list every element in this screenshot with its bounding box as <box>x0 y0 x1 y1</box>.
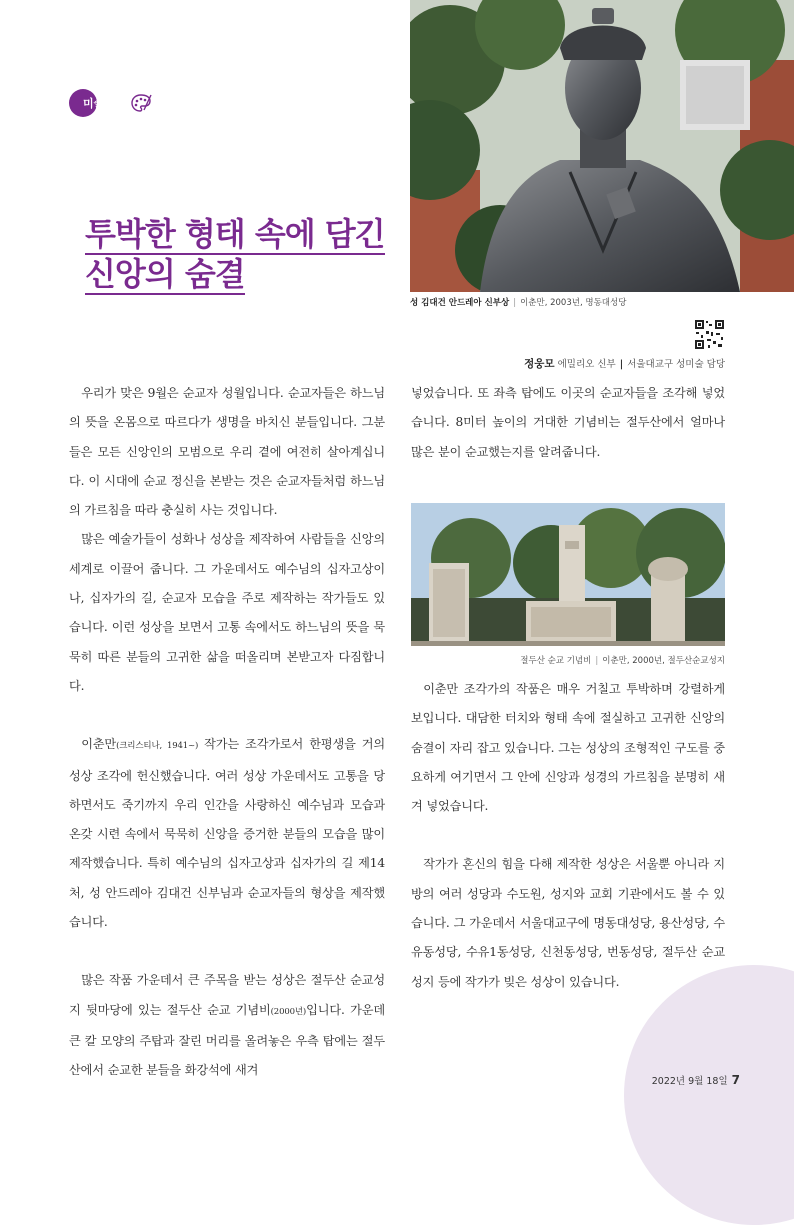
left-paragraph-3: 이춘만(크리스티나, 1941~) 작가는 조각가로서 한평생을 거의 성상 조각에 헌신했습니다. 여러 성상 가운데서도 고통을 당하면서도 죽기까지 우리 인간을 사랑하신 예수님과 모습과 온갖 시련 속에서 묵묵히 신앙을 증거한 분들의 모습을 많이 제작했습니다. 특히 예수님의 십자고상과 십자가의 길 제14처, 성 안드레아 김대건 신부님과 순교자들의 형상을 제작했습니다. <box>69 737 385 930</box>
monument-caption-credit: 이춘만, 2000년, 절두산순교성지 <box>602 656 725 666</box>
author-office: 서울대교구 성미술 담당 <box>627 359 725 370</box>
monument-photo <box>411 503 725 646</box>
right-column-bottom <box>411 675 725 997</box>
right-paragraph-3: 작가가 혼신의 힘을 다해 제작한 성상은 서울뿐 아니라 지방의 여러 성당과 수도원, 성지와 교회 기관에서도 볼 수 있습니다. 그 가운데서 서울대교구에 명동대성당, 용산성당, 수유동성당, 수유1동성당, 신천동성당, 번동성당, 절두산 순교성지 등에 작가가 빚은 성상이 있습니다. <box>411 857 725 989</box>
statue-photo <box>410 0 794 292</box>
author-byline: 정웅모 에밀리오 신부 | 서울대교구 성미술 담당 <box>524 358 725 370</box>
column-label: 미술칼럼 <box>83 97 126 110</box>
palette-icon <box>130 92 152 114</box>
right-paragraph-1: 넣었습니다. 또 좌측 탑에도 이곳의 순교자들을 조각해 넣었습니다. 8미터 높이의 거대한 기념비는 절두산에서 얼마나 많은 분이 순교했는지를 알려줍니다. <box>411 386 725 459</box>
page-number: 7 <box>731 1073 740 1087</box>
column-badge <box>69 89 152 117</box>
left-paragraph-4: 많은 작품 가운데서 큰 주목을 받는 성상은 절두산 순교성지 뒷마당에 있는 절두산 순교 기념비(2000년)입니다. 가운데 큰 칼 모양의 주탑과 잘린 머리를 올려놓은 우측 탑에는 절두산에서 순교한 분들을 화강석에 새겨 <box>69 973 385 1078</box>
issue-date: 2022년 9월 18일 <box>651 1076 728 1087</box>
monument-caption-title: 절두산 순교 기념비 <box>520 656 592 666</box>
statue-caption: 성 김대건 안드레아 신부상 | 이춘만, 2003년, 명동대성당 <box>410 298 627 308</box>
monument-caption: 절두산 순교 기념비 | 이춘만, 2000년, 절두산순교성지 <box>520 656 725 666</box>
page-footer <box>652 1073 740 1087</box>
qr-code-icon <box>694 319 725 350</box>
left-column <box>69 379 385 1086</box>
author-name: 정웅모 <box>524 358 555 370</box>
left-paragraph-2: 많은 예술가들이 성화나 성상을 제작하여 사람들을 신앙의 세계로 이끌어 줍니다. 그 가운데서도 예수님의 십자고상이나, 십자가의 길, 순교자 모습을 주로 제작하는 작가들도 있습니다. 이런 성상을 보면서 고통 속에서도 하느님의 뜻을 묵묵히 따른 분들의 고귀한 삶을 떠올리며 본받고자 다짐합니다. <box>69 532 385 693</box>
statue-caption-credit: 이춘만, 2003년, 명동대성당 <box>520 298 627 308</box>
title-line-2: 신앙의 숨결 <box>85 255 245 293</box>
author-role: 에밀리오 신부 <box>557 359 616 370</box>
article-title <box>85 214 385 294</box>
left-paragraph-1: 우리가 맞은 9월은 순교자 성월입니다. 순교자들은 하느님의 뜻을 온몸으로 따르다가 생명을 바치신 분들입니다. 그분들은 모든 신앙인의 모범으로 우리 곁에 여전히 살아계십니다. 이 시대에 순교 정신을 본받는 것은 순교자들처럼 하느님의 가르침을 따라 충실히 사는 것입니다. <box>69 386 385 518</box>
title-line-1: 투박한 형태 속에 담긴 <box>85 215 385 253</box>
statue-caption-title: 성 김대건 안드레아 신부상 <box>410 298 510 308</box>
right-column-top <box>411 379 725 467</box>
decorative-circle <box>624 965 794 1225</box>
right-paragraph-2: 이춘만 조각가의 작품은 매우 거칠고 투박하며 강렬하게 보입니다. 대담한 터치와 형태 속에 절실하고 고귀한 신앙의 숨결이 자리 잡고 있습니다. 그는 성상의 조형적인 구도를 중요하게 여기면서 그 안에 신앙과 성경의 가르침을 분명히 새겨 넣었습니다. <box>411 682 725 814</box>
